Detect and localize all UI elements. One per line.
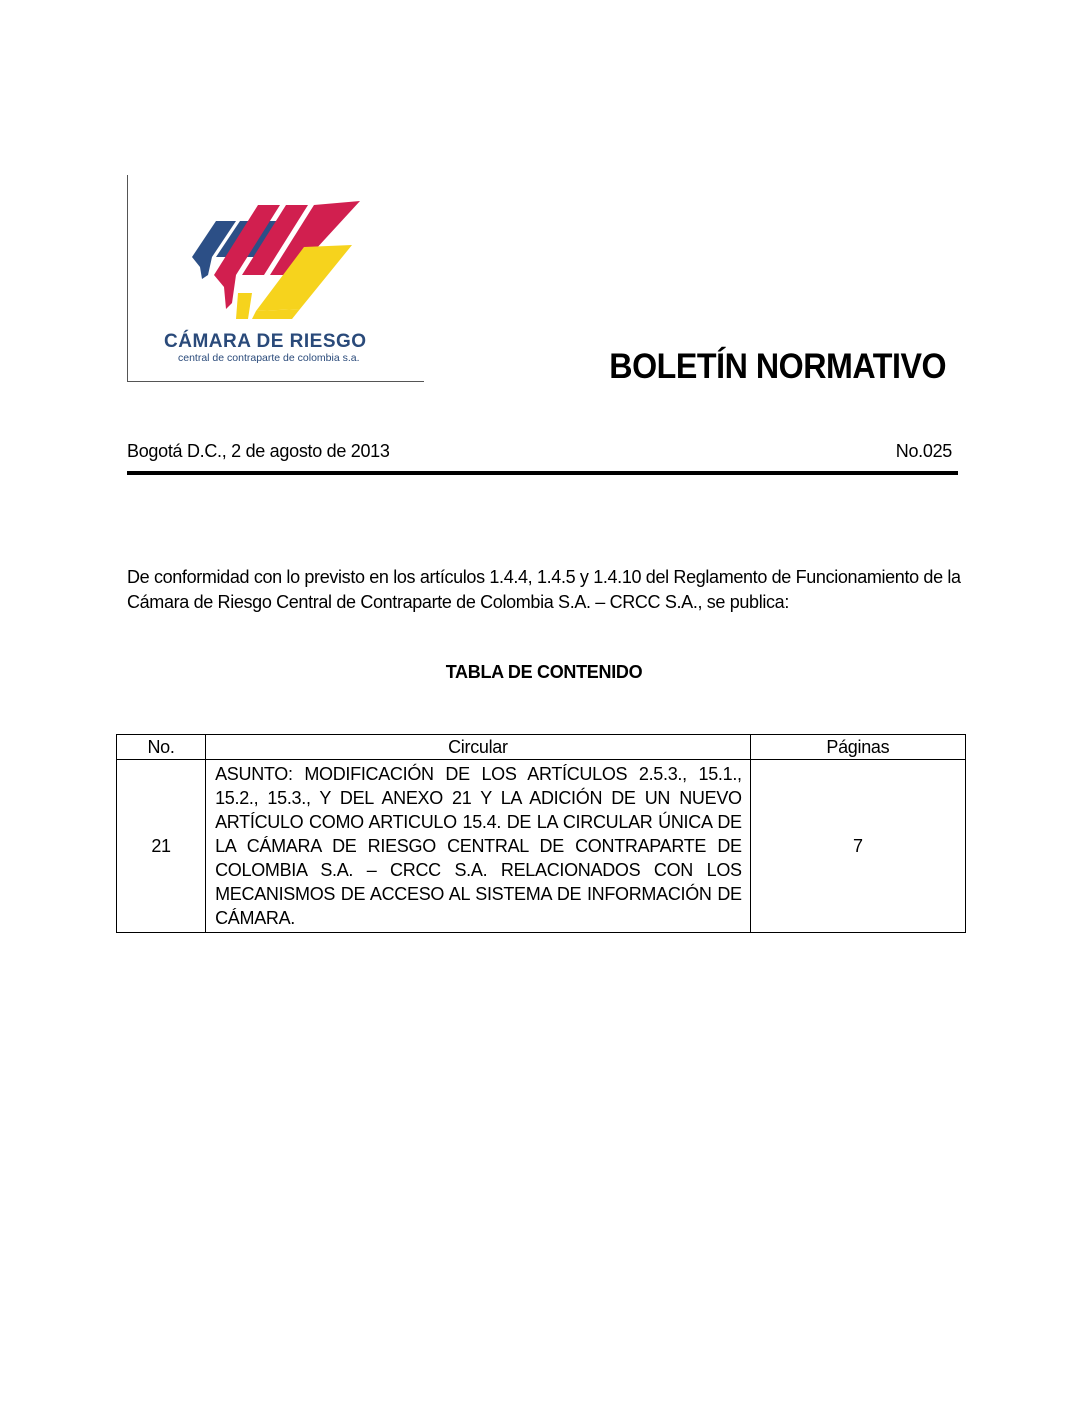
table-header-row xyxy=(117,735,966,760)
table-row xyxy=(117,760,966,933)
row-pages: 7 xyxy=(750,760,965,933)
header-meta xyxy=(127,441,956,463)
header-divider xyxy=(127,471,958,475)
header-pages: Páginas xyxy=(750,735,965,760)
header-circular: Circular xyxy=(206,735,751,760)
logo-name: CÁMARA DE RIESGO xyxy=(164,331,367,352)
toc-table xyxy=(116,734,966,933)
toc-title: TABLA DE CONTENIDO xyxy=(445,662,643,682)
bulletin-number: No.025 xyxy=(895,441,952,461)
company-logo xyxy=(127,175,424,382)
page-title: BOLETÍN NORMATIVO xyxy=(609,347,946,386)
logo-subtitle: central de contraparte de colombia s.a. xyxy=(178,352,360,364)
row-no: 21 xyxy=(117,760,206,933)
bulletin-date: Bogotá D.C., 2 de agosto de 2013 xyxy=(127,441,390,461)
intro-paragraph: De conformidad con lo previsto en los artículos 1.4.4, 1.4.5 y 1.4.10 del Reglamento de Funcionamiento de la Cámara de Riesgo Central de Contraparte de Colombia S.A. – CRCC S.A., se publica: xyxy=(127,567,961,612)
header-no: No. xyxy=(117,735,206,760)
row-circular: ASUNTO: MODIFICACIÓN DE LOS ARTÍCULOS 2.5.3., 15.1., 15.2., 15.3., Y DEL ANEXO 21 Y LA ADICIÓN DE UN NUEVO ARTÍCULO COMO ARTICULO 15.4. DE LA CIRCULAR ÚNICA DE LA CÁMARA DE RIESGO CENTRAL DE CONTRAPARTE DE COLOMBIA S.A. – CRCC S.A. RELACIONADOS CON LOS MECANISMOS DE ACCESO AL SISTEMA DE INFORMACIÓN DE CÁMARA. xyxy=(206,760,751,933)
